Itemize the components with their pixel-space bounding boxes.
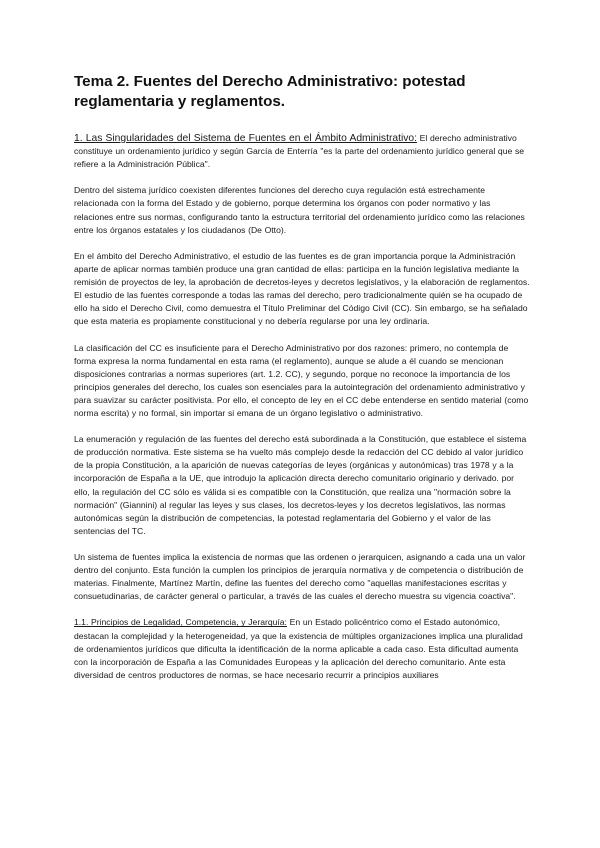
- paragraph-3a: En el ámbito del Derecho Administrativo, el estudio de las fuentes es de gran importancia porque la Administración aparte de aplicar normas también produce una gran cantidad de ellas: participa en la función legislativa mediante la remisión de proyectos de ley, la aprobación de decretos-leyes y decretos legislativos, y la elaboración de reglamentos.: [74, 250, 530, 288]
- paragraph-5: La enumeración y regulación de las fuentes del derecho está subordinada a la Constitución, que establece el sistema de producción normativa. Este sistema se ha vuelto más complejo desde la redacción del CC debido al valor jurídico de la propia Constitución, a la aparición de nuevas categorías de leyes (orgánicas y autonómicas) tras 1978 y a la incorporación de España a la UE, que introdujo la aplicación directa derecho comunitario originario y derivado. por ello, la regulación del CC sólo es válida si es compatible con la Constitución, que realiza una "normación sobre la normación" (Giannini) al regular las leyes y sus clases, los decretos-leyes y los decretos legislativos, las normas autonómicas según la distribución de competencias, la potestad reglamentaria del Gobierno y el valor de las sentencias del TC.: [74, 434, 527, 536]
- section-1-1-text: En un Estado policéntrico como el Estado autonómico, destacan la complejidad y la heterogeneidad, ya que la existencia de múltiples organizaciones implica una pluralidad de ordenamientos jurídicos que dificulta la identificación de la norma aplicable a cada caso. Esta dificultad aumenta con la incorporación de España a las Comunidades Europeas y la aplicación del derecho comunitario. Ante esta diversidad de centros productores de normas, se hace necesario recurrir a principios auxiliares: [74, 617, 523, 680]
- section-1-paragraph: [74, 132, 532, 171]
- paragraph-2: Dentro del sistema jurídico coexisten diferentes funciones del derecho cuya regulación está estrechamente relacionada con la forma del Estado y de gobierno, porque determina los órganos con poder normativo y las relaciones entre sus normas, configurando tanto la estructura territorial del ordenamiento jurídico como las relaciones entre los órganos estatales y los ciudadanos (De Otto).: [74, 185, 525, 235]
- paragraph-6: Un sistema de fuentes implica la existencia de normas que las ordenen o jerarquicen, asignando a cada una un valor dentro del conjunto. Esta función la cumplen los principios de jerarquía normativa y de competencia o distribución de materias. Finalmente, Martínez Martín, define las fuentes del derecho como "aquellas manifestaciones escritas y consuetudinarias, de carácter general o particular, a través de las cuales el derecho muestra su vigencia coactiva".: [74, 552, 526, 602]
- section-1-1-paragraph: [74, 616, 532, 681]
- paragraph-4: La clasificación del CC es insuficiente para el Derecho Administrativo por dos razones: primero, no contempla de forma expresa la norma fundamental en esta rama (el reglamento), aunque se alude a él cuando se mencionan disposiciones contrarias a normas superiores (art. 1.2. CC), y segundo, porque no reconoce la importancia de los principios generales del derecho, los cuales son esenciales para la autointegración del ordenamiento administrativo y para suavizar su carácter positivista. Por ello, el concepto de ley en el CC debe entenderse en sentido material (como norma escrita) y no formal, sin importar si emana de un órgano legislativo o administrativo.: [74, 342, 529, 418]
- section-1-heading: 1. Las Singularidades del Sistema de Fuentes en el Ámbito Administrativo:: [74, 133, 417, 144]
- section-1-text: El derecho administrativo constituye un ordenamiento jurídico y según García de Enterría "es la parte del ordenamiento jurídico general que se refiere a la Administración Pública".: [74, 133, 525, 170]
- document-title: Tema 2. Fuentes del Derecho Administrativo: potestad reglamentaria y reglamentos.: [74, 73, 466, 110]
- paragraph-3b: El estudio de las fuentes corresponde a todas las ramas del derecho, pero tradicionalmente quién se ha ocupado de ello ha sido el Derecho Civil, como demuestra el Título Preliminar del Código Civil (CC). Sin embargo, se ha señalado que esta materia es propiamente constitucional y no debería regularse por una ley ordinaria.: [74, 290, 528, 327]
- section-1-1-heading: 1.1. Principios de Legalidad, Competencia, y Jerarquía:: [74, 617, 287, 628]
- document-page: [74, 72, 532, 695]
